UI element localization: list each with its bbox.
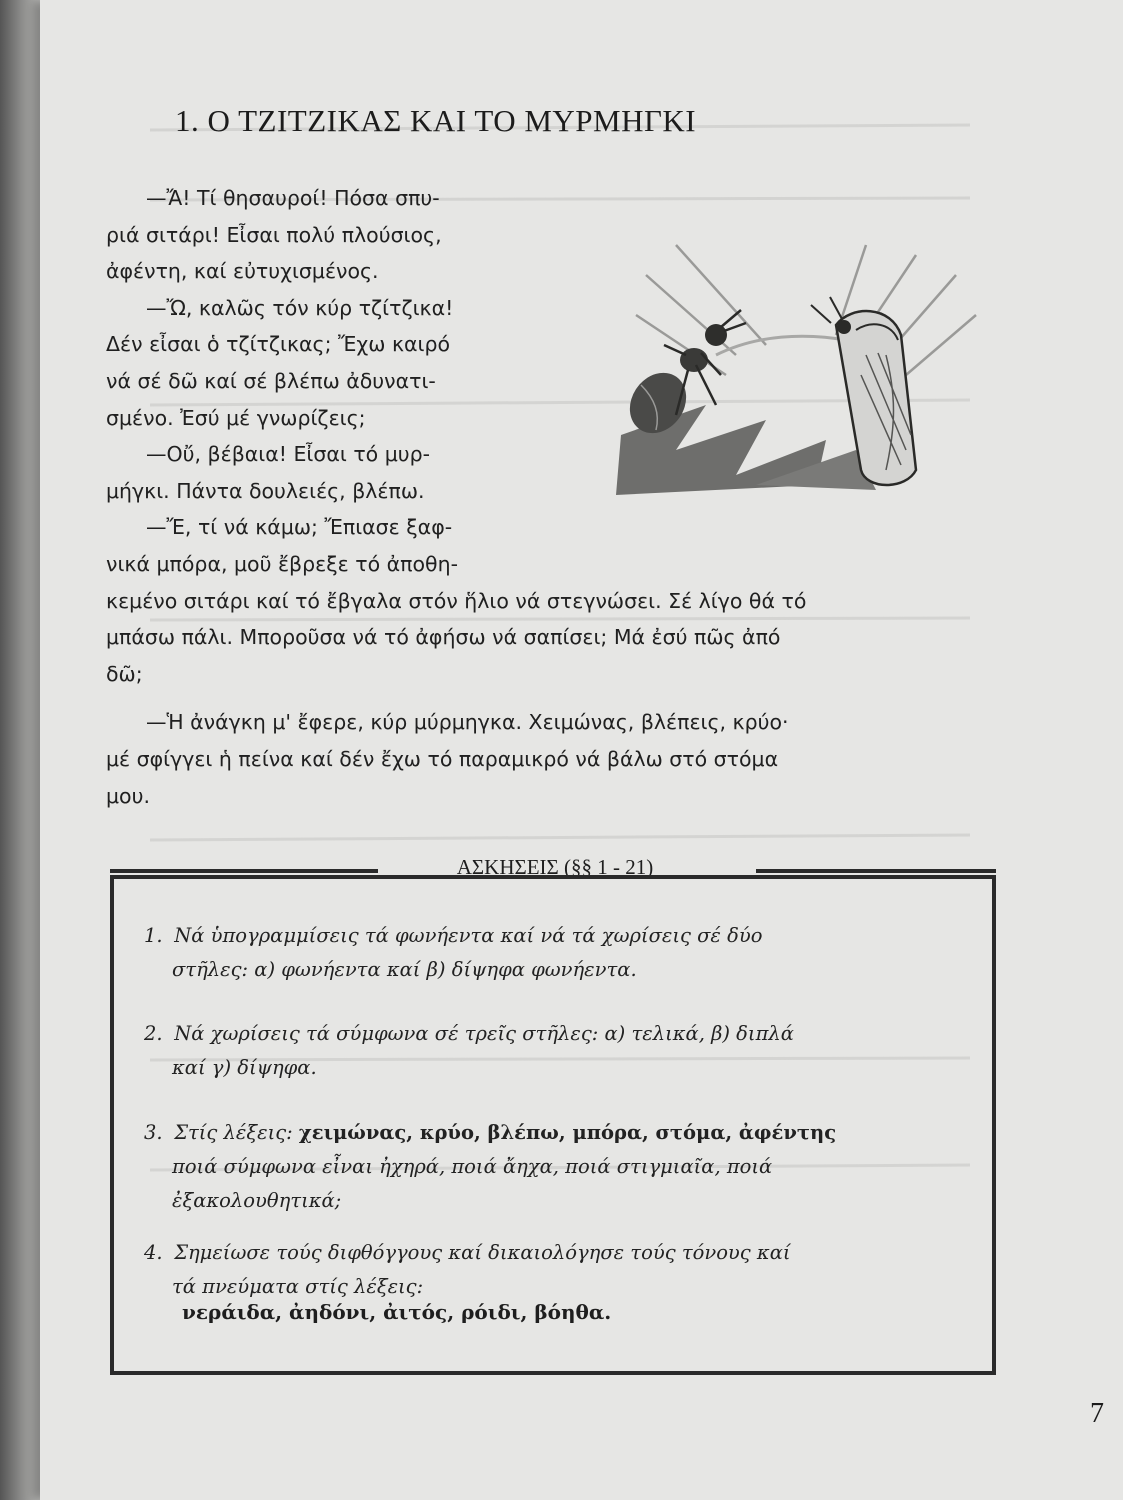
- text-line: —Ἔ, τί νά κάμω; Ἔπιασε ξαφ-: [146, 515, 453, 540]
- exercise-keywords: χειμώνας, κρύο, βλέπω, μπόρα, στόμα, ἀφέντης: [298, 1121, 837, 1144]
- exercise-text: Σημείωσε τούς διφθόγγους καί δικαιολόγησε τούς τόνους καί: [174, 1241, 791, 1264]
- exercise-item: [144, 1116, 974, 1218]
- text-line: νά σέ δῶ καί σέ βλέπω ἀδυνατι-: [106, 368, 436, 393]
- exercise-item: [144, 1236, 974, 1304]
- book-page: [40, 0, 1123, 1500]
- exercise-text: Στίς λέξεις:: [174, 1121, 299, 1144]
- dialogue-paragraph: [106, 290, 1004, 327]
- chapter-title: 1. Ο ΤΖΙΤΖΙΚΑΣ ΚΑΙ ΤΟ ΜΥΡΜΗΓΚΙ: [175, 103, 697, 138]
- text-line: —Ὤ, καλῶς τόν κύρ τζίτζικα!: [146, 295, 454, 320]
- text-line: κεμένο σιτάρι καί τό ἔβγαλα στόν ἥλιο νά στεγνώσει. Σέ λίγο θά τό: [106, 588, 807, 613]
- dialogue-paragraph: [106, 180, 1004, 217]
- text-line: —Οὔ, βέβαια! Εἶσαι τό μυρ-: [146, 442, 431, 467]
- text-line: νικά μπόρα, μοῦ ἔβρεξε τό ἀποθη-: [106, 551, 458, 576]
- exercise-text: ποιά σύμφωνα εἶναι ἠχηρά, ποιά ἄηχα, ποιά στιγμιαῖα, ποιά: [172, 1155, 773, 1178]
- dialogue-paragraph: [106, 436, 1004, 473]
- exercise-text: Νά χωρίσεις τά σύμφωνα σέ τρεῖς στῆλες: α) τελικά, β) διπλά: [174, 1022, 794, 1045]
- exercise-text: στῆλες: α) φωνήεντα καί β) δίψηφα φωνήεντα.: [172, 958, 637, 981]
- text-line: μέ σφίγγει ἡ πείνα καί δέν ἔχω τό παραμικρό νά βάλω στό στόμα: [106, 746, 779, 771]
- text-line: —Ἄ! Τί θησαυροί! Πόσα σπυ-: [146, 186, 440, 210]
- text-line: μήγκι. Πάντα δουλειές, βλέπω.: [106, 478, 425, 503]
- dialogue-paragraph: [106, 704, 1004, 741]
- text-line: σμένο. Ἐσύ μέ γνωρίζεις;: [106, 405, 366, 430]
- exercise-number: 3.: [144, 1121, 163, 1144]
- divider-line-right: [756, 869, 996, 873]
- exercise-text: ἐξακολουθητικά;: [172, 1189, 342, 1212]
- text-line: μου.: [106, 783, 150, 808]
- exercise-number: 1.: [144, 924, 163, 947]
- exercise-text: τά πνεύματα στίς λέξεις:: [172, 1275, 424, 1298]
- exercises-heading: ΑΣΚΗΣΕΙΣ (§§ 1 - 21): [456, 855, 654, 879]
- story-text: [106, 180, 1004, 814]
- text-line: μπάσω πάλι. Μποροῦσα νά τό ἀφήσω νά σαπίσει; Μά ἐσύ πῶς ἀπό: [106, 625, 781, 650]
- exercise-number: 2.: [144, 1022, 163, 1045]
- exercise-item: [144, 1017, 974, 1085]
- text-line: ριά σιτάρι! Εἶσαι πολύ πλούσιος,: [106, 222, 442, 247]
- dialogue-paragraph-cont: [106, 741, 1004, 814]
- text-line: Δέν εἶσαι ὁ τζίτζικας; Ἔχω καιρό: [106, 332, 451, 357]
- exercise-text: Νά ὑπογραμμίσεις τά φωνήεντα καί νά τά χωρίσεις σέ δύο: [174, 924, 763, 947]
- dialogue-paragraph: [106, 509, 1004, 546]
- text-line: —Ἡ ἀνάγκη μ' ἔφερε, κύρ μύρμηγκα. Χειμώνας, βλέπεις, κρύο·: [146, 710, 789, 735]
- page-number: 7: [1090, 1398, 1104, 1429]
- exercise-word-list: νεράιδα, ἀηδόνι, ἀιτός, ρόιδι, βόηθα.: [182, 1300, 612, 1324]
- text-line: ἀφέντη, καί εὐτυχισμένος.: [106, 259, 379, 284]
- book-spine-shadow: [0, 0, 40, 1500]
- dialogue-paragraph-cont: [106, 546, 1004, 692]
- text-line: δῶ;: [106, 661, 143, 686]
- exercise-item: [144, 919, 974, 987]
- dialogue-paragraph-cont: [106, 217, 1004, 290]
- exercise-number: 4.: [144, 1241, 163, 1264]
- dialogue-paragraph-cont: [106, 326, 1004, 436]
- exercise-text: καί γ) δίψηφα.: [172, 1056, 317, 1079]
- dialogue-paragraph-cont: [106, 473, 1004, 510]
